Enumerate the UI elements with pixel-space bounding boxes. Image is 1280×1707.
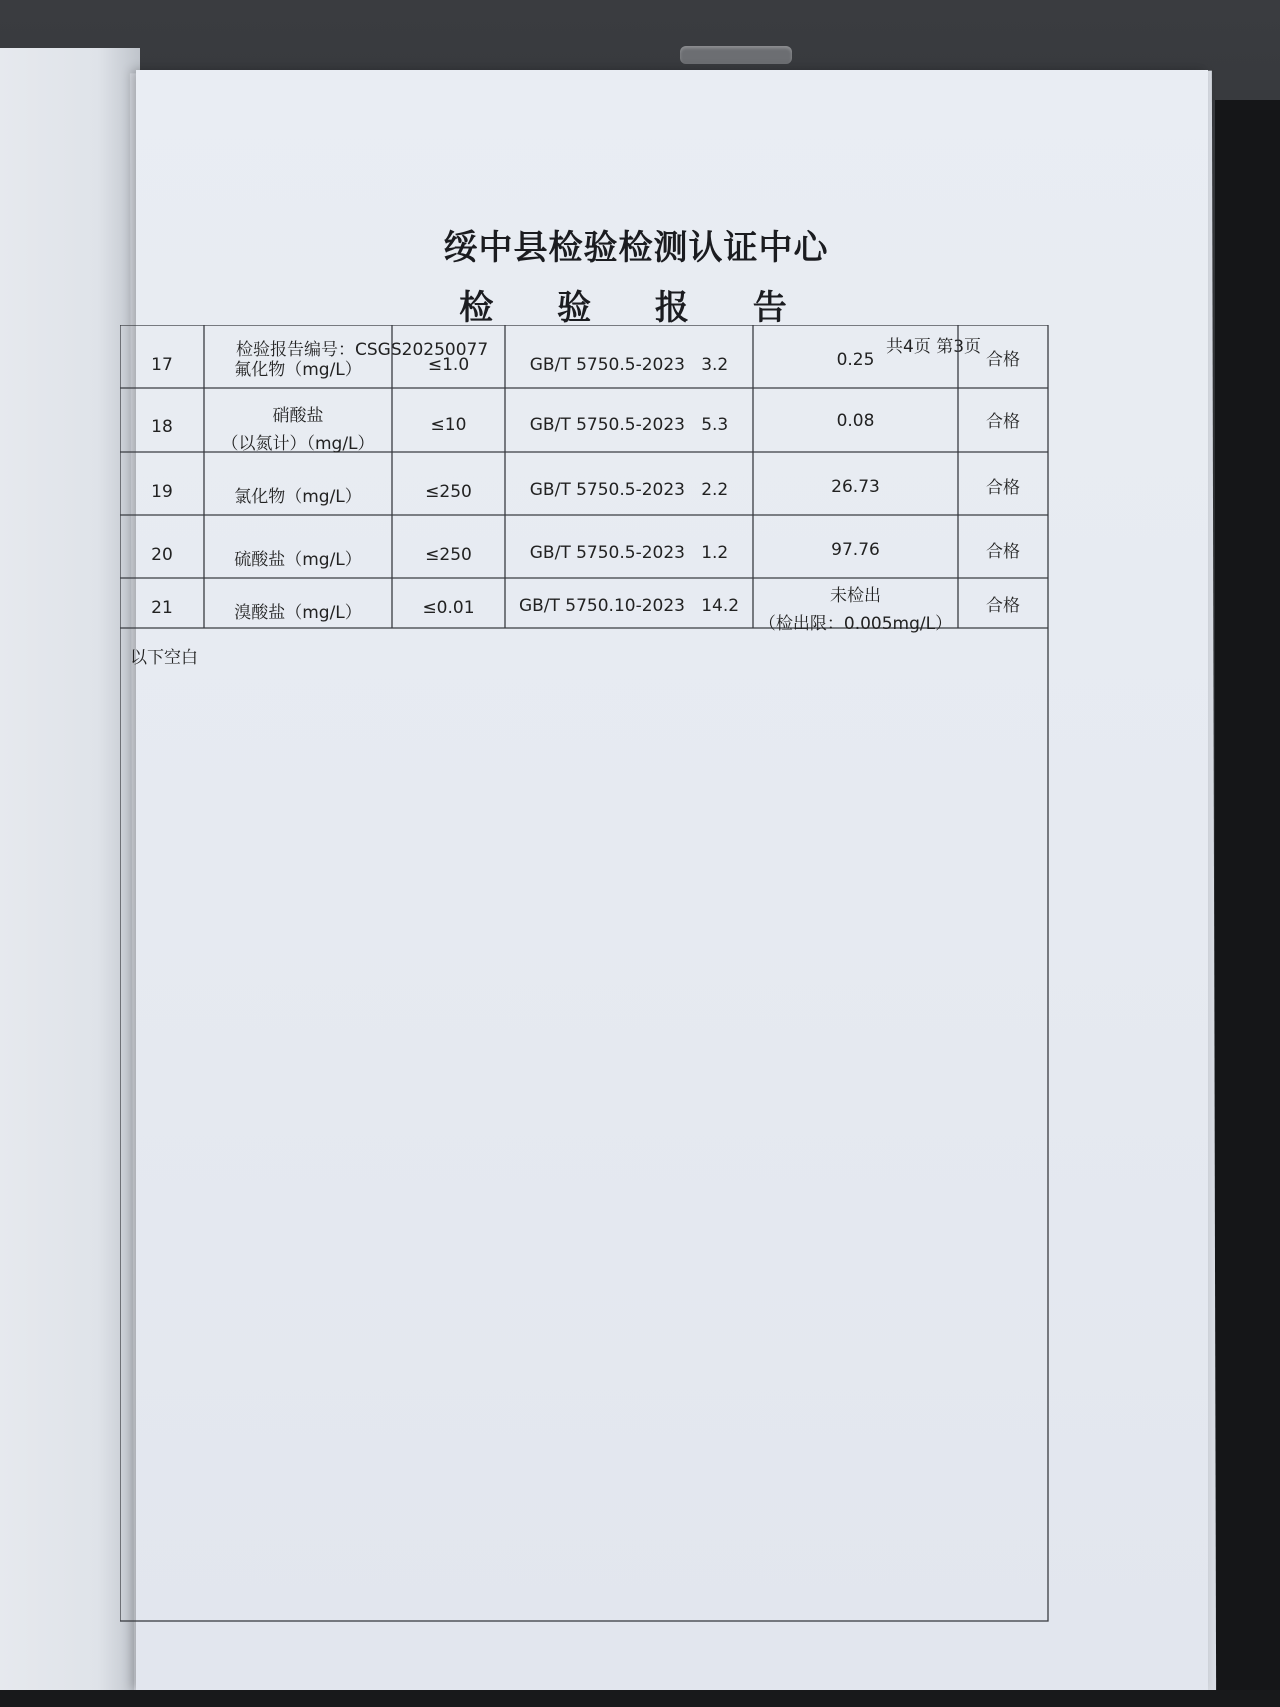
report-number-label: 检验报告编号： <box>236 340 355 360</box>
row-20-no: 20 <box>151 545 173 565</box>
row-20-verdict: 合格 <box>986 542 1020 562</box>
table-grid <box>120 325 1070 1625</box>
row-17-result: 0.25 <box>836 350 875 370</box>
row-18-item-line1: 硝酸盐 <box>272 406 324 426</box>
row-18-item-line2: （以氮计）（mg/L） <box>221 434 375 454</box>
blank-below-note: 以下空白 <box>130 648 198 668</box>
row-18-no: 18 <box>151 417 173 437</box>
row-21-no: 21 <box>151 598 173 618</box>
row-19-method: GB/T 5750.5-2023 2.2 <box>529 480 729 500</box>
organization-title: 绥中县检验检测认证中心 <box>443 228 829 268</box>
row-21-limit: ≤0.01 <box>422 598 475 618</box>
row-18-limit: ≤10 <box>430 415 467 435</box>
binder-edge <box>1215 100 1280 1707</box>
page-info: 共4页 第3页 <box>886 337 982 357</box>
row-17-method: GB/T 5750.5-2023 3.2 <box>529 355 729 375</box>
row-20-result: 97.76 <box>831 540 880 560</box>
report-title: 检 验 报 告 <box>459 288 813 328</box>
row-17-no: 17 <box>151 355 173 375</box>
row-21-item: 溴酸盐（mg/L） <box>234 603 362 623</box>
row-17-limit: ≤1.0 <box>427 355 470 375</box>
row-21-result-line1: 未检出 <box>830 586 881 606</box>
row-19-verdict: 合格 <box>986 478 1020 498</box>
row-20-limit: ≤250 <box>425 545 472 565</box>
binder-clip <box>680 46 792 64</box>
row-20-method: GB/T 5750.5-2023 1.2 <box>529 543 729 563</box>
row-21-verdict: 合格 <box>986 596 1020 616</box>
row-19-limit: ≤250 <box>425 482 472 502</box>
row-18-result: 0.08 <box>836 411 875 431</box>
bottom-edge <box>0 1690 1280 1707</box>
results-table <box>120 325 1070 1625</box>
row-17-item: 氟化物（mg/L） <box>234 360 362 380</box>
row-19-item: 氯化物（mg/L） <box>234 487 362 507</box>
row-21-method: GB/T 5750.10-2023 14.2 <box>518 596 740 616</box>
report-number-value: CSGS20250077 <box>355 340 489 360</box>
left-facing-page <box>0 48 140 1707</box>
row-21-result-line2: （检出限：0.005mg/L） <box>758 614 953 634</box>
row-19-result: 26.73 <box>831 477 880 497</box>
row-18-verdict: 合格 <box>986 412 1020 432</box>
row-17-verdict: 合格 <box>986 350 1020 370</box>
row-19-no: 19 <box>151 482 173 502</box>
report-page <box>130 70 1208 1690</box>
row-18-method: GB/T 5750.5-2023 5.3 <box>529 415 729 435</box>
row-20-item: 硫酸盐（mg/L） <box>234 550 362 570</box>
